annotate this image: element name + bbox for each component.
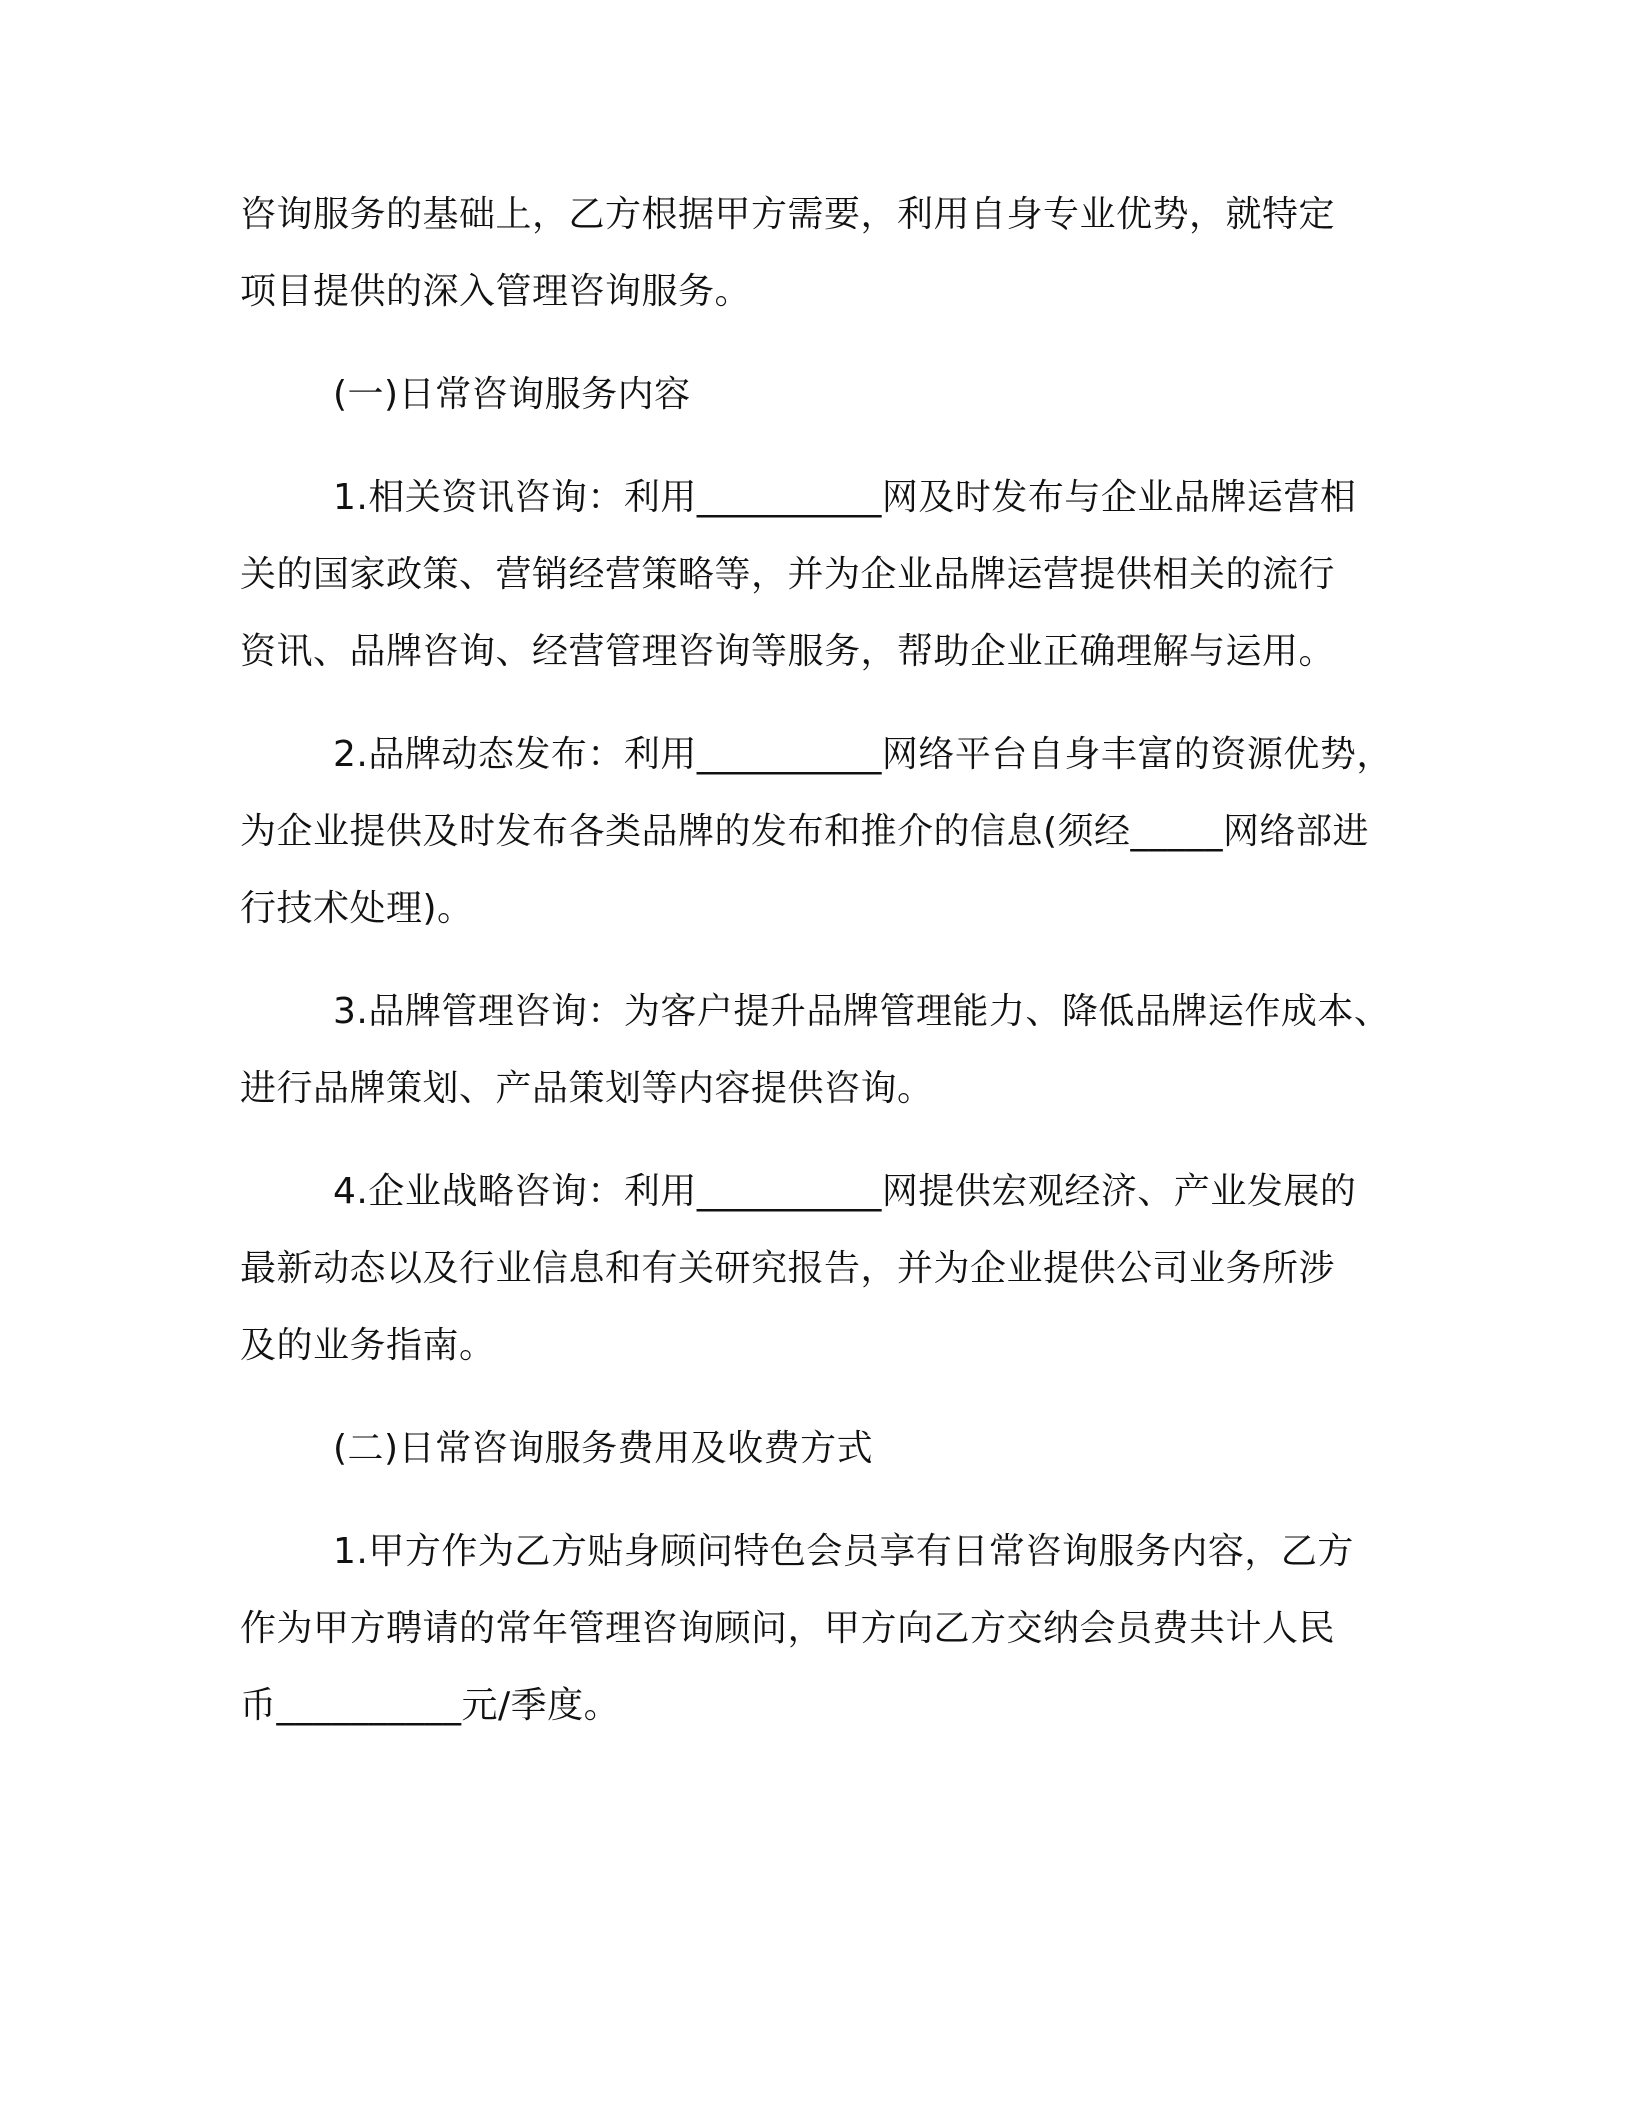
section1-item3-line-1: 3.品牌管理咨询：为客户提升品牌管理能力、降低品牌运作成本、 xyxy=(333,991,1391,1032)
section1-item1-line-1: 1.相关资讯咨询：利用__________网及时发布与企业品牌运营相 xyxy=(333,477,1357,518)
section1-item2-line-3: 行技术处理)。 xyxy=(240,888,474,929)
section1-item4-line-2: 最新动态以及行业信息和有关研究报告，并为企业提供公司业务所涉 xyxy=(240,1248,1336,1289)
section1-heading: (一)日常咨询服务内容 xyxy=(333,374,691,415)
section1-item4-line-1: 4.企业战略咨询：利用__________网提供宏观经济、产业发展的 xyxy=(333,1171,1357,1212)
section1-item2-line-1: 2.品牌动态发布：利用__________网络平台自身丰富的资源优势， xyxy=(333,734,1393,775)
intro-line-1: 咨询服务的基础上，乙方根据甲方需要，利用自身专业优势，就特定 xyxy=(240,194,1336,235)
section1-item3-line-2: 进行品牌策划、产品策划等内容提供咨询。 xyxy=(240,1068,934,1109)
intro-line-2: 项目提供的深入管理咨询服务。 xyxy=(240,271,752,312)
section1-item4-line-3: 及的业务指南。 xyxy=(240,1325,496,1366)
section2-item1-line-3: 币__________元/季度。 xyxy=(240,1685,621,1726)
section2-heading: (二)日常咨询服务费用及收费方式 xyxy=(333,1428,874,1469)
section1-item1-line-3: 资讯、品牌咨询、经营管理咨询等服务，帮助企业正确理解与运用。 xyxy=(240,631,1336,672)
section2-item1-line-1: 1.甲方作为乙方贴身顾问特色会员享有日常咨询服务内容，乙方 xyxy=(333,1531,1354,1572)
section1-item1-line-2: 关的国家政策、营销经营策略等，并为企业品牌运营提供相关的流行 xyxy=(240,554,1336,595)
section1-item2-line-2: 为企业提供及时发布各类品牌的发布和推介的信息(须经_____网络部进 xyxy=(240,811,1370,852)
section2-item1-line-2: 作为甲方聘请的常年管理咨询顾问，甲方向乙方交纳会员费共计人民 xyxy=(240,1608,1336,1649)
